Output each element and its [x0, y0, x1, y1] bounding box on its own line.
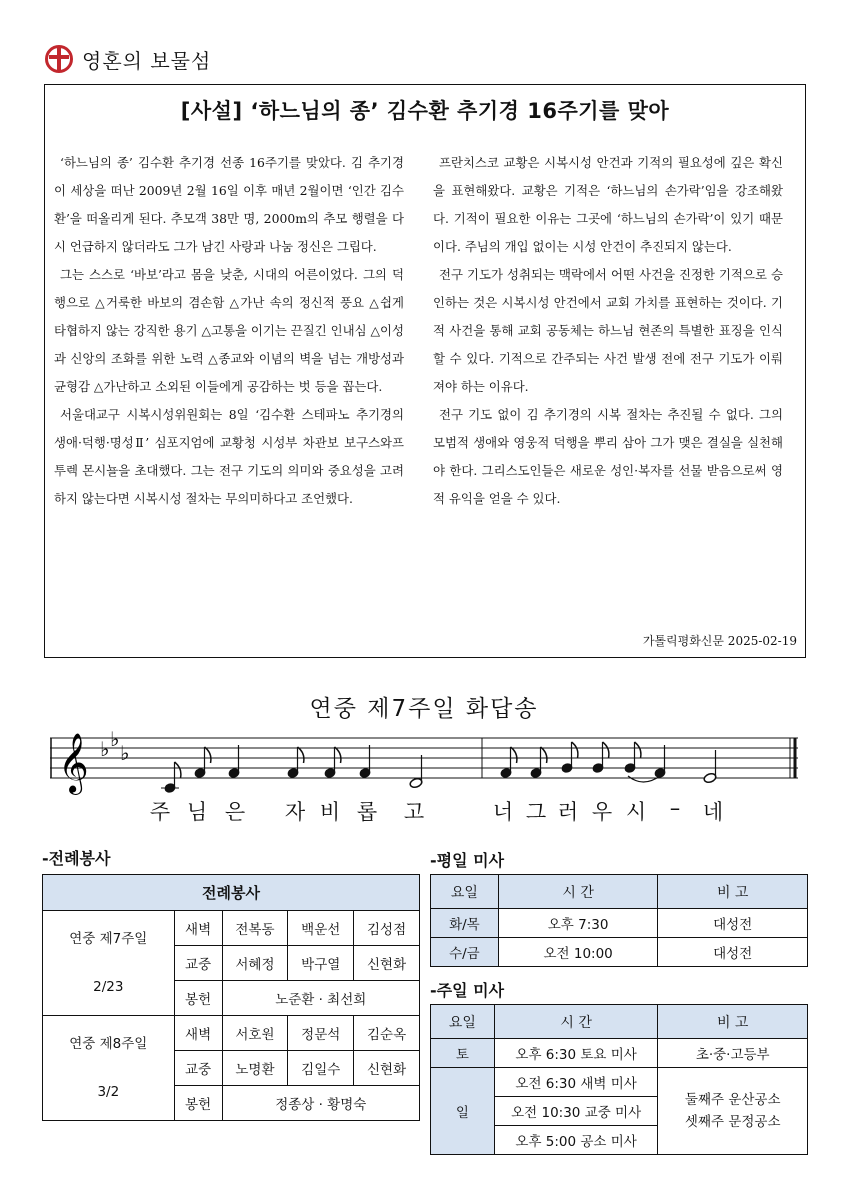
role-cell: 봉헌 — [174, 981, 222, 1016]
time-cell: 오전 6:30 새벽 미사 — [494, 1068, 658, 1097]
editorial-left-column — [54, 149, 404, 513]
lyric-syllable: 님 — [186, 800, 208, 824]
editorial-paragraph: 그는 스스로 ‘바보’라고 몸을 낮춘, 시대의 어른이었다. 그의 덕행으로 △거룩한 바보의 겸손함 △가난 속의 정신적 풍요 △쉽게 타협하지 않는 강직한 용기 △고통을 이기는 끈질긴 인내심 △이성과 신앙의 조화를 위한 노력 △종교와 이념의 벽을 넘는 개방성과 균형감 △가난하고 소외된 이들에게 공감하는 벗 등을 꼽는다. — [54, 267, 404, 394]
editorial-paragraph: 전구 기도 없이 김 추기경의 시복 절차는 추진될 수 없다. 그의 모범적 생애와 영웅적 덕행을 뿌리 삼아 그가 맺은 결실을 실천해야 한다. 그리스도인들은 새로운 성인·복자를 선물 받음으로써 영적 유익을 얻을 수 있다. — [433, 407, 783, 506]
day-cell: 일 — [431, 1068, 495, 1155]
editorial-paragraph: 전구 기도가 성취되는 맥락에서 어떤 사건을 진정한 기적으로 승인하는 것은 시복시성 안건에서 교회 가치를 표현하는 것이다. 기적 사건을 통해 교회 공동체는 하느님 현존의 특별한 표징을 인식할 수 있다. 기적으로 간주되는 사건 발생 전에 전구 기도가 이뤄져야 하는 이유다. — [433, 267, 783, 394]
liturgy-service-table — [42, 874, 420, 1121]
lyric-syllable: 고 — [403, 800, 425, 824]
editorial-paragraph: 프란치스코 교황은 시복시성 안건과 기적의 필요성에 깊은 확신을 표현해왔다. 교황은 기적은 ‘하느님의 손가락’임을 강조해왔다. 기적이 필요한 이유는 그곳에 ‘하느님의 손가락’이 있기 때문이다. 주님의 개입 없이는 시성 안건이 추진되지 않는다. — [433, 155, 783, 254]
sunday-mass-table — [430, 1004, 808, 1155]
lyric-syllable: 비 — [319, 800, 341, 824]
treble-clef-icon: 𝄞 — [58, 733, 89, 793]
time-cell: 오후 5:00 공소 미사 — [494, 1126, 658, 1155]
role-cell: 새벽 — [174, 1016, 222, 1051]
editorial-right-column — [433, 149, 783, 513]
sunday-section-label: -주일 미사 — [430, 981, 505, 1000]
offering-cell: 노준환 · 최선희 — [222, 981, 419, 1016]
note-cell: 대성전 — [658, 909, 808, 938]
cross-logo-icon — [44, 44, 74, 74]
person-cell: 백운선 — [288, 911, 354, 946]
week-name: 연중 제7주일 — [69, 931, 148, 947]
person-cell: 김성점 — [354, 911, 420, 946]
liturgy-section-label: -전례봉사 — [42, 849, 111, 868]
lyric-syllable: 러 — [557, 800, 579, 824]
person-cell: 김순옥 — [354, 1016, 420, 1051]
editorial-paragraph: 서울대교구 시복시성위원회는 8일 ‘김수환 스테파노 추기경의 생애·덕행·명성Ⅱ’ 심포지엄에 교황청 시성부 차관보 보구스와프 투렉 몬시뇰을 초대했다. 그는 전구 기도의 의미와 중요성을 고려하지 않는다면 시복시성 절차는 무의미하다고 조언했다. — [54, 407, 404, 506]
week-date: 2/23 — [93, 979, 124, 995]
lyric-syllable: 시 — [625, 800, 647, 824]
person-cell: 정문석 — [288, 1016, 354, 1051]
week-cell — [43, 1016, 175, 1121]
role-cell: 봉헌 — [174, 1086, 222, 1121]
day-cell: 수/금 — [431, 938, 499, 967]
hymn-lyrics — [0, 796, 848, 824]
role-cell: 새벽 — [174, 911, 222, 946]
person-cell: 노명환 — [222, 1051, 288, 1086]
note-cell: 대성전 — [658, 938, 808, 967]
svg-text:♭: ♭ — [120, 741, 130, 765]
lyric-syllable: 주 — [149, 800, 171, 824]
column-header: 시 간 — [494, 1005, 658, 1039]
lyric-syllable: – — [669, 796, 681, 820]
header-title: 영혼의 보물섬 — [82, 48, 212, 73]
note-cell — [658, 1068, 808, 1155]
person-cell: 서호원 — [222, 1016, 288, 1051]
time-cell: 오후 7:30 — [498, 909, 658, 938]
liturgy-table-title: 전례봉사 — [43, 875, 420, 911]
week-name: 연중 제8주일 — [69, 1036, 148, 1052]
weekday-mass-table — [430, 874, 808, 967]
role-cell: 교중 — [174, 946, 222, 981]
day-cell: 토 — [431, 1039, 495, 1068]
column-header: 시 간 — [498, 875, 658, 909]
hymn-title: 연중 제7주일 화답송 — [309, 696, 539, 722]
weekday-section-label: -평일 미사 — [430, 851, 505, 870]
editorial-source: 가톨릭평화신문 2025-02-19 — [642, 634, 797, 648]
person-cell: 전복동 — [222, 911, 288, 946]
person-cell: 서혜정 — [222, 946, 288, 981]
person-cell: 박구열 — [288, 946, 354, 981]
lyric-syllable: 자 — [284, 800, 306, 824]
column-header: 요일 — [431, 1005, 495, 1039]
time-cell: 오후 6:30 토요 미사 — [494, 1039, 658, 1068]
lyric-syllable: 너 — [492, 800, 514, 824]
note-line: 둘째주 운산공소 — [684, 1092, 781, 1108]
lyric-syllable: 은 — [224, 800, 246, 824]
person-cell: 김일수 — [288, 1051, 354, 1086]
lyric-syllable: 롭 — [356, 800, 378, 824]
role-cell: 교중 — [174, 1051, 222, 1086]
key-signature — [100, 727, 129, 765]
time-cell: 오전 10:30 교중 미사 — [494, 1097, 658, 1126]
lyric-syllable: 네 — [702, 800, 724, 824]
week-date: 3/2 — [97, 1084, 120, 1100]
note-line: 셋째주 문정공소 — [684, 1114, 781, 1130]
lyric-syllable: 우 — [591, 800, 613, 824]
page-header — [44, 42, 211, 76]
editorial-box — [44, 84, 806, 658]
day-cell: 화/목 — [431, 909, 499, 938]
lyric-syllable: 그 — [525, 800, 547, 824]
note-cell: 초·중·고등부 — [658, 1039, 808, 1068]
music-staff — [50, 726, 798, 796]
svg-text:♭: ♭ — [110, 727, 120, 751]
time-cell: 오전 10:00 — [498, 938, 658, 967]
editorial-paragraph: ‘하느님의 종’ 김수환 추기경 선종 16주기를 맞았다. 김 추기경이 세상을 떠난 2009년 2월 16일 이후 매년 2월이면 ‘인간 김수환’을 떠올리게 된다. 추모객 38만 명, 2000m의 추모 행렬을 다시 언급하지 않더라도 그가 남긴 사랑과 나눔 정신은 그립다. — [54, 155, 404, 254]
person-cell: 신현화 — [354, 1051, 420, 1086]
column-header: 비 고 — [658, 1005, 808, 1039]
column-header: 비 고 — [658, 875, 808, 909]
week-cell — [43, 911, 175, 1016]
person-cell: 신현화 — [354, 946, 420, 981]
svg-text:♭: ♭ — [100, 737, 110, 761]
offering-cell: 정종상 · 황명숙 — [222, 1086, 419, 1121]
editorial-title: [사설] ‘하느님의 종’ 김수환 추기경 16주기를 맞아 — [180, 99, 670, 123]
column-header: 요일 — [431, 875, 499, 909]
